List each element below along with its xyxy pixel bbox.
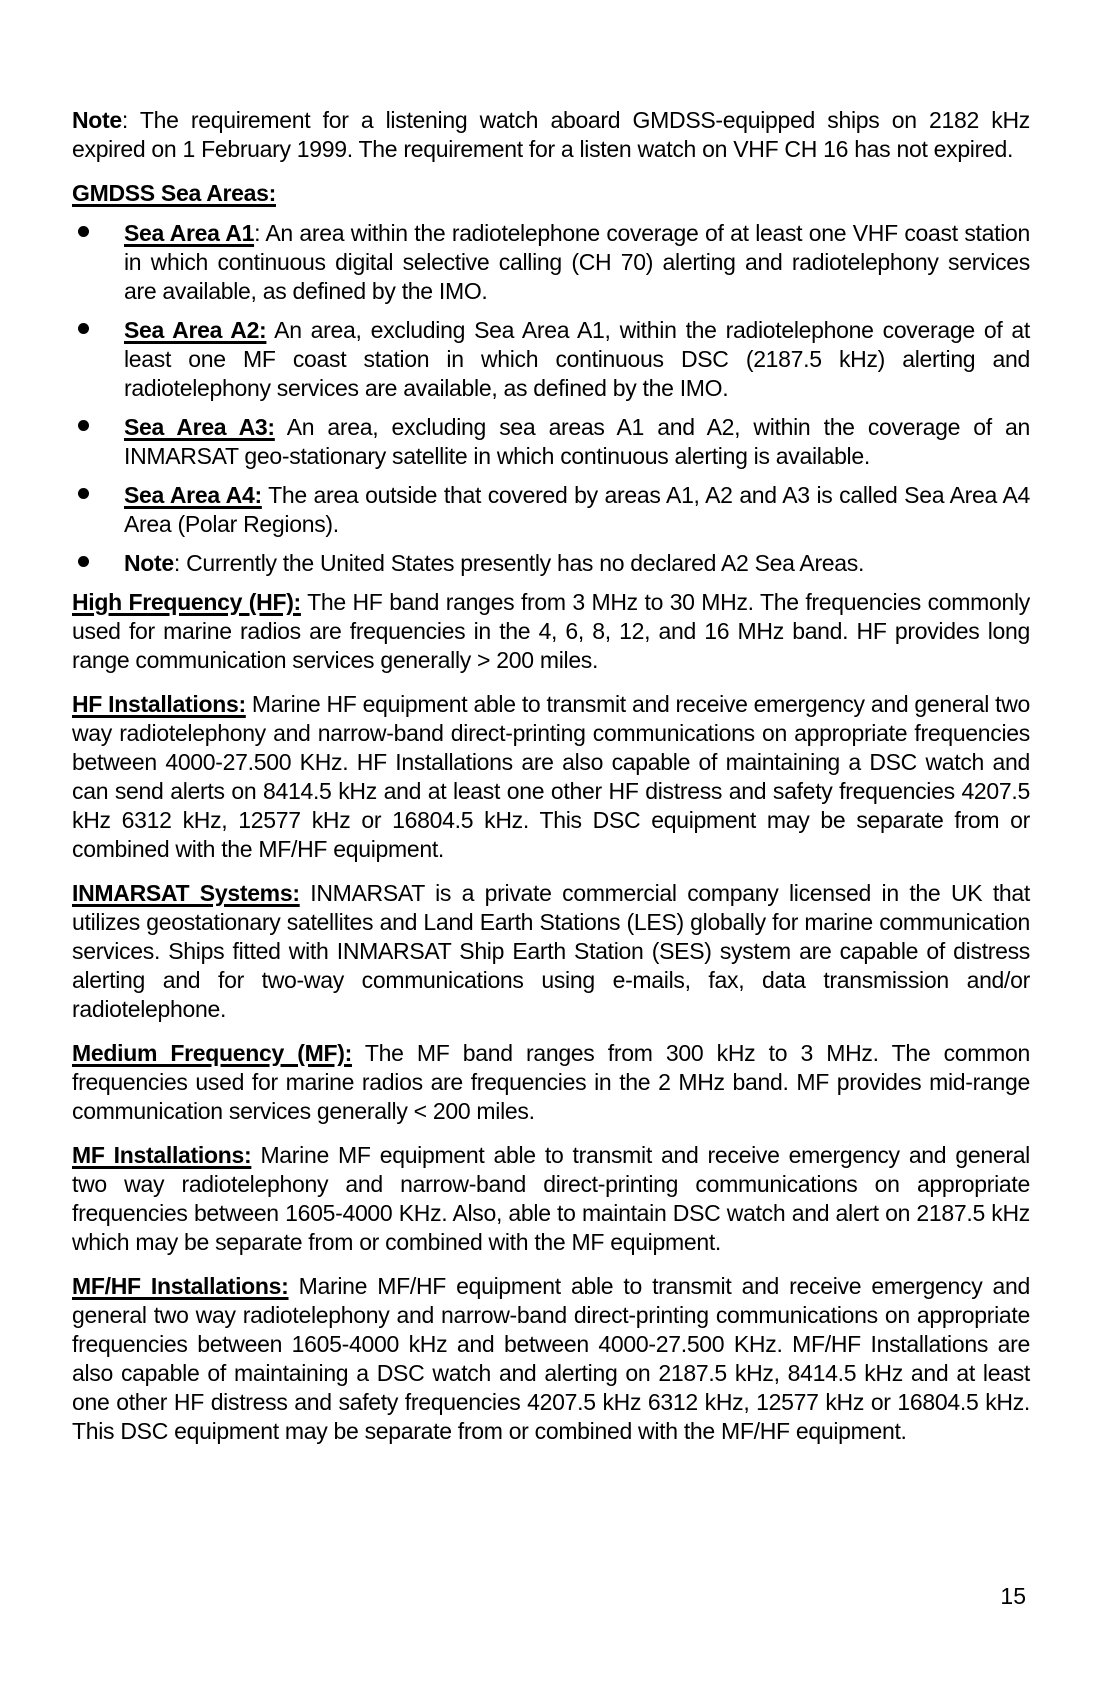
heading-separator [352, 1040, 365, 1066]
bullet-item [72, 316, 1030, 403]
run-in-heading: Medium Frequency (MF): [72, 1040, 352, 1066]
paragraph [72, 1272, 1030, 1446]
bullet-list [72, 219, 1030, 578]
paragraph [72, 1039, 1030, 1126]
run-in-heading: INMARSAT Systems: [72, 880, 300, 906]
heading-separator [275, 414, 287, 440]
page-number: 15 [1000, 1583, 1026, 1609]
run-in-heading: HF Installations: [72, 691, 246, 717]
paragraph-text: Marine MF equipment able to transmit and receive emergency and general two way radiotelephony and narrow-band direct-printing communications on appropriate frequencies between 1605-4000 KHz. Also, able to maintain DSC watch and alert on 2187.5 kHz which may be separate from or combined with the MF equipment. [72, 1142, 1030, 1255]
run-in-heading: Sea Area A2: [124, 317, 267, 343]
heading-separator: : [254, 220, 266, 246]
paragraph [72, 1141, 1030, 1257]
paragraph [72, 690, 1030, 864]
bullet-icon [78, 556, 89, 567]
paragraph-text: INMARSAT is a private commercial company licensed in the UK that utilizes geostationary satellites and Land Earth Stations (LES) globally for marine communication services. Ships fitted with INMARSAT Ship Earth Station (SES) system are capable of distress alerting and for two-way communications using e-mails, fax, data transmission and/or radiotelephone. [72, 880, 1031, 1022]
run-in-heading: Note [72, 107, 122, 133]
paragraph-text: The HF band ranges from 3 MHz to 30 MHz. The frequencies commonly used for marine radios are frequencies in the 4, 6, 8, 12, and 16 MHz band. HF provides long range communication services generally > 200 miles. [72, 589, 1030, 673]
run-in-heading: Sea Area A4: [124, 482, 262, 508]
section-heading: GMDSS Sea Areas: [72, 180, 276, 206]
paragraph [72, 106, 1030, 164]
bullet-item [72, 219, 1030, 306]
run-in-heading: MF/HF Installations: [72, 1273, 289, 1299]
bullet-icon [78, 323, 89, 334]
paragraph-text: An area within the radiotelephone coverage of at least one VHF coast station in which continuous digital selective calling (CH 70) alerting and radiotelephony services are available, as defined by the IMO. [124, 220, 1030, 304]
bullet-icon [78, 226, 89, 237]
bullet-item [72, 413, 1030, 471]
heading-separator: : [173, 550, 187, 576]
bullet-item [72, 549, 1030, 578]
paragraph-text: The requirement for a listening watch aboard GMDSS-equipped ships on 2182 kHz expired on 1 February 1999. The requirement for a listen watch on VHF CH 16 has not expired. [72, 107, 1030, 162]
paragraph-text: Currently the United States presently has no declared A2 Sea Areas. [186, 550, 865, 576]
paragraph-text: An area, excluding sea areas A1 and A2, within the coverage of an INMARSAT geo-stationary satellite in which continuous alerting is available. [124, 414, 1030, 469]
paragraph [72, 879, 1030, 1024]
run-in-heading: Sea Area A1 [124, 220, 255, 246]
paragraph [72, 588, 1030, 675]
paragraph-text: Marine MF/HF equipment able to transmit and receive emergency and general two way radiotelephony and narrow-band direct-printing communications on appropriate frequencies between 1605-4000 kHz and between 4000-27.500 KHz. MF/HF Installations are also capable of maintaining a DSC watch and alerting on 2187.5 kHz, 8414.5 kHz and at least one other HF distress and safety frequencies 4207.5 kHz 6312 kHz, 12577 kHz or 16804.5 kHz. This DSC equipment may be separate from or combined with the MF/HF equipment. [72, 1273, 1030, 1444]
bullet-icon [78, 420, 89, 431]
bullet-item [72, 481, 1030, 539]
paragraph-text: An area, excluding Sea Area A1, within the radiotelephone coverage of at least one MF coast station in which continuous DSC (2187.5 kHz) alerting and radiotelephony services are available, as defined by the IMO. [124, 317, 1030, 401]
paragraph-text: The area outside that covered by areas A1, A2 and A3 is called Sea Area A4 Area (Polar Regions). [124, 482, 1030, 537]
run-in-heading: MF Installations: [72, 1142, 252, 1168]
bullet-icon [78, 488, 89, 499]
heading-separator [266, 317, 274, 343]
run-in-heading: Sea Area A3: [124, 414, 275, 440]
heading-separator [300, 880, 311, 906]
run-in-heading: High Frequency (HF): [72, 589, 301, 615]
heading-separator [289, 1273, 299, 1299]
document-content [72, 106, 1030, 1461]
run-in-heading: Note [124, 550, 174, 576]
heading-separator: : [121, 107, 140, 133]
paragraph-text: Marine HF equipment able to transmit and receive emergency and general two way radiotelephony and narrow-band direct-printing communications on appropriate frequencies between 4000-27.500 KHz. HF Installations are also capable of maintaining a DSC watch and can send alerts on 8414.5 kHz and at least one other HF distress and safety frequencies 4207.5 kHz 6312 kHz, 12577 kHz or 16804.5 kHz. This DSC equipment may be separate from or combined with the MF/HF equipment. [72, 691, 1031, 862]
paragraph-text: The MF band ranges from 300 kHz to 3 MHz. The common frequencies used for marine radios are frequencies in the 2 MHz band. MF provides mid-range communication services generally < 200 miles. [72, 1040, 1030, 1124]
